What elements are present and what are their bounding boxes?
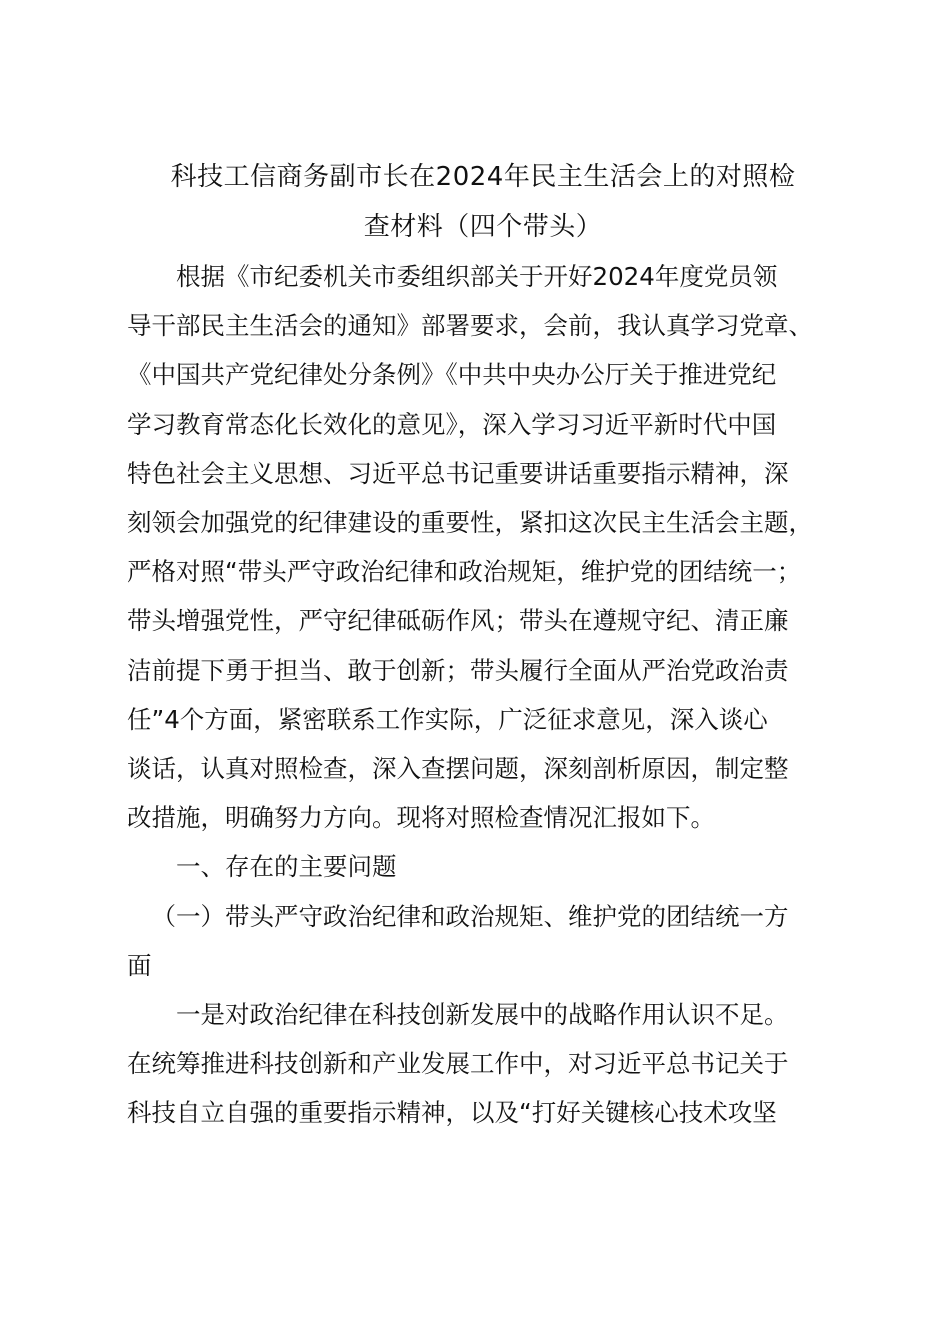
intro-line: 刻领会加强党的纪律建设的重要性，紧扣这次民主生活会主题，: [127, 508, 813, 538]
section-heading: [127, 842, 839, 891]
intro-line: 特色社会主义思想、习近平总书记重要讲话重要指示精神，深: [127, 458, 789, 488]
document-body: [127, 152, 839, 1138]
title-line-2: 查材料（四个带头）: [363, 212, 603, 242]
intro-line: 根据《市纪委机关市委组织部关于开好2024年度党员领: [176, 262, 778, 291]
title-line-1: 科技工信商务副市长在2024年民主生活会上的对照检: [170, 162, 796, 192]
point-one-line: 科技自立自强的重要指示精神，以及“打好关键核心技术攻坚: [127, 1098, 777, 1128]
intro-line: 任”4个方面，紧密联系工作实际，广泛征求意见，深入谈心: [127, 704, 768, 734]
intro-line: 导干部民主生活会的通知》部署要求，会前，我认真学习党章、: [127, 311, 813, 341]
subsection-heading: [127, 892, 839, 990]
intro-paragraph: [127, 252, 839, 842]
intro-line: 谈话，认真对照检查，深入查摆问题，深刻剖析原因，制定整: [127, 754, 789, 784]
intro-line: 学习教育常态化长效化的意见》，深入学习习近平新时代中国: [127, 409, 777, 439]
intro-line: 《中国共产党纪律处分条例》《中共中央办公厅关于推进党纪: [127, 360, 777, 390]
intro-line: 严格对照“带头严守政治纪律和政治规矩，维护党的团结统一；: [127, 557, 802, 587]
document-title: [127, 152, 839, 252]
section-heading-text: 一、存在的主要问题: [176, 852, 397, 882]
intro-line: 带头增强党性，严守纪律砥砺作风；带头在遵规守纪、清正廉: [127, 606, 789, 636]
subsection-heading-line: 面: [127, 950, 152, 980]
subsection-heading-line: （一）带头严守政治纪律和政治规矩、维护党的团结统一方: [151, 901, 789, 931]
point-one-line: 在统筹推进科技创新和产业发展工作中，对习近平总书记关于: [127, 1049, 789, 1079]
intro-line: 改措施，明确努力方向。现将对照检查情况汇报如下。: [127, 803, 715, 833]
intro-line: 洁前提下勇于担当、敢于创新；带头履行全面从严治党政治责: [127, 655, 789, 685]
point-one-paragraph: [127, 990, 839, 1138]
point-one-line: 一是对政治纪律在科技创新发展中的战略作用认识不足。: [176, 1000, 789, 1030]
